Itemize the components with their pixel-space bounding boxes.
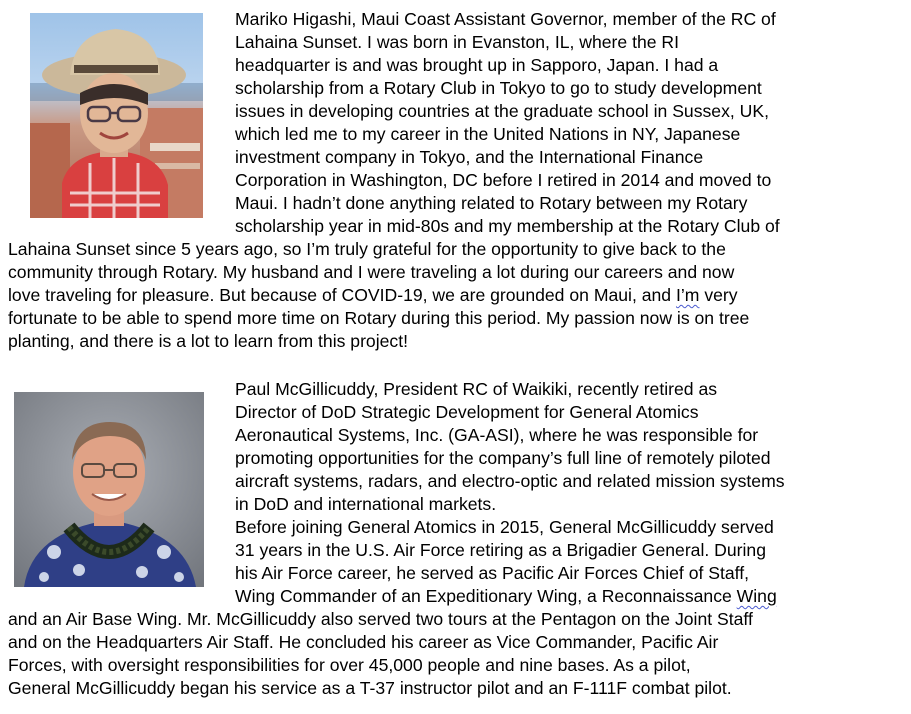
bio1-line-1: Mariko Higashi, Maui Coast Assistant Governor, member of the RC of (235, 9, 776, 29)
bio2-line-13: Forces, with oversight responsibilities for over 45,000 people and nine bases. As a pilot, (8, 655, 691, 675)
bio1-line-14: fortunate to be able to spend more time on Rotary during this period. My passion now is on tree (8, 308, 750, 328)
bio1-line-3: headquarter is and was brought up in Sapporo, Japan. I had a (235, 55, 719, 75)
bio1-line-12: community through Rotary. My husband and I were traveling a lot during our careers and now (8, 262, 735, 282)
bio1-line-13-text: love traveling for pleasure. But because of COVID-19, we are grounded on Maui, and (8, 285, 676, 305)
bio2-line-11: and an Air Base Wing. Mr. McGillicuddy also served two tours at the Pentagon on the Joint Staff (8, 609, 753, 629)
mariko-higashi-photo (30, 13, 203, 218)
bio2-line-7: Before joining General Atomics in 2015, General McGillicuddy served (235, 517, 774, 537)
bio1-line-4: scholarship from a Rotary Club in Tokyo to go to study development (235, 78, 762, 98)
bio1-line-7: investment company in Tokyo, and the International Finance (235, 147, 704, 167)
bio1-line-15: planting, and there is a lot to learn from this project! (8, 331, 408, 351)
bio2-line-5: aircraft systems, radars, and electro-optic and related mission systems (235, 471, 785, 491)
bio2-line-9: his Air Force career, he served as Pacific Air Forces Chief of Staff, (235, 563, 750, 583)
bio1-line-10: scholarship year in mid-80s and my membership at the Rotary Club of (235, 216, 780, 236)
bio2-line-1: Paul McGillicuddy, President RC of Waikiki, recently retired as (235, 379, 718, 399)
bio2-line-14: General McGillicuddy began his service as a T-37 instructor pilot and an F-111F combat pilot. (8, 678, 732, 698)
bio1-line-8: Corporation in Washington, DC before I retired in 2014 and moved to (235, 170, 772, 190)
bio2-line-6: in DoD and international markets. (235, 494, 497, 514)
bio2-line-4: promoting opportunities for the company’s full line of remotely piloted (235, 448, 771, 468)
bio1-line-13 (8, 284, 738, 307)
paul-mcgillicuddy-photo (14, 392, 204, 587)
bio1-line-5: issues in developing countries at the graduate school in Sussex, UK, (235, 101, 769, 121)
bio2-line-2: Director of DoD Strategic Development for General Atomics (235, 402, 699, 422)
portrait-woman-sun-hat-icon (30, 13, 203, 218)
bio2-line-10 (235, 585, 777, 608)
bio2-line-12: and on the Headquarters Air Staff. He concluded his career as Vice Commander, Pacific Air (8, 632, 719, 652)
bio1-line-6: which led me to my career in the United Nations in NY, Japanese (235, 124, 741, 144)
bio1-line-9: Maui. I hadn’t done anything related to Rotary between my Rotary (235, 193, 748, 213)
bio1-line-2: Lahaina Sunset. I was born in Evanston, IL, where the RI (235, 32, 680, 52)
spellcheck-flagged-word[interactable]: Wing (736, 586, 777, 606)
spellcheck-flagged-word[interactable]: I’m (675, 285, 700, 305)
bio2-line-3: Aeronautical Systems, Inc. (GA-ASI), where he was responsible for (235, 425, 759, 445)
bio1-line-11: Lahaina Sunset since 5 years ago, so I’m truly grateful for the opportunity to give back to the (8, 239, 726, 259)
bio1-line-13-tail: very (699, 285, 738, 305)
portrait-man-lei-icon (14, 392, 204, 587)
bio2-line-8: 31 years in the U.S. Air Force retiring as a Brigadier General. During (235, 540, 766, 560)
bio2-line-10-text: Wing Commander of an Expeditionary Wing, a Reconnaissance (235, 586, 737, 606)
